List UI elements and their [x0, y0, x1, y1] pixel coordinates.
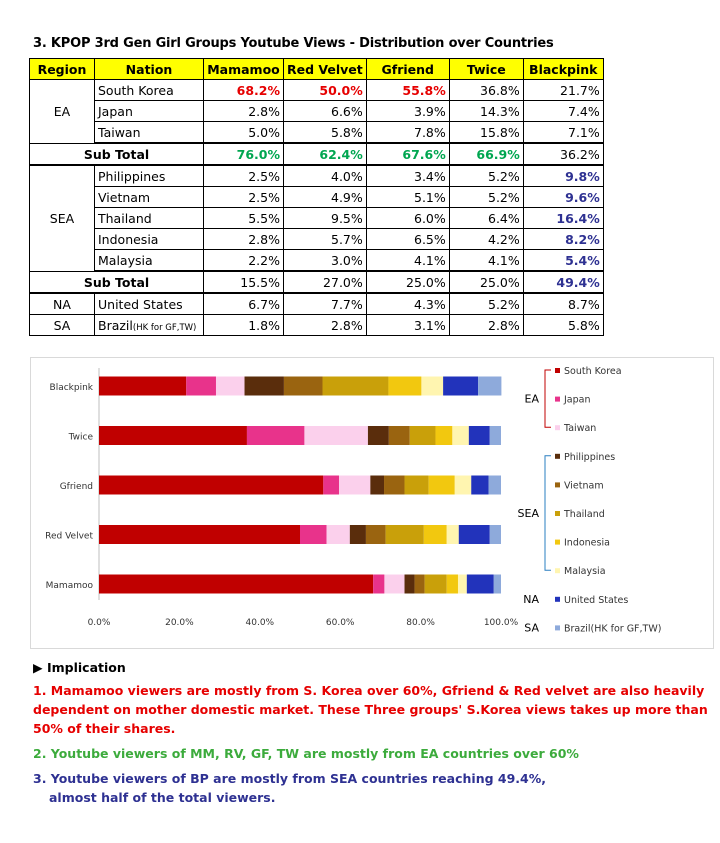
- value-cell: 1.8%: [204, 315, 284, 336]
- region-sea: SEA: [30, 165, 95, 271]
- value-cell: 36.8%: [449, 80, 523, 101]
- nation-cell: Philippines: [95, 165, 204, 187]
- x-tick-label: 40.0%: [245, 618, 275, 628]
- header-region: Region: [30, 59, 95, 80]
- legend-swatch: [555, 397, 560, 402]
- legend-item: Malaysia: [564, 566, 606, 578]
- bar-segment: [389, 426, 410, 445]
- value-cell: 9.5%: [284, 208, 367, 229]
- value-cell: 49.4%: [523, 271, 603, 293]
- value-cell: 4.2%: [449, 229, 523, 250]
- bar-segment: [370, 476, 384, 495]
- value-cell: 16.4%: [523, 208, 603, 229]
- value-cell: 21.7%: [523, 80, 603, 101]
- legend-item: Brazil(HK for GF,TW): [564, 623, 662, 635]
- implication-line-1: 1. Mamamoo viewers are mostly from S. Korea over 60%, Gfriend & Red velvet are also heavily dependent on mother domestic market. These Three groups' S.Korea views takes up more than 50% of their shares.: [33, 683, 708, 736]
- legend-item: Thailand: [564, 509, 605, 520]
- implication-line-3b: almost half of the total viewers.: [49, 790, 276, 805]
- value-cell: 27.0%: [284, 271, 367, 293]
- bar-segment: [425, 575, 447, 594]
- value-cell: 36.2%: [523, 143, 603, 165]
- value-cell: 5.5%: [204, 208, 284, 229]
- value-cell: 3.4%: [366, 165, 449, 187]
- value-cell: 67.6%: [366, 143, 449, 165]
- legend-swatch: [555, 597, 560, 602]
- chart-svg: [31, 358, 713, 648]
- subtotal-row-sea: [30, 271, 604, 293]
- category-label-gfriend: Gfriend: [59, 482, 93, 492]
- value-cell: 2.8%: [449, 315, 523, 336]
- bar-segment: [247, 426, 304, 445]
- bar-segment: [490, 426, 501, 445]
- table-row: [30, 293, 604, 315]
- bar-segment: [323, 377, 389, 396]
- value-cell: 76.0%: [204, 143, 284, 165]
- header-mamamoo: Mamamoo: [204, 59, 284, 80]
- bar-segment: [455, 476, 471, 495]
- bar-segment: [99, 525, 300, 544]
- legend-swatch: [555, 540, 560, 545]
- subtotal-label: Sub Total: [30, 271, 204, 293]
- value-cell: 5.4%: [523, 250, 603, 272]
- value-cell: 50.0%: [284, 80, 367, 101]
- value-cell: 25.0%: [366, 271, 449, 293]
- implication-line-3a: 3. Youtube viewers of BP are mostly from SEA countries reaching 49.4%,: [33, 771, 547, 786]
- legend-swatch: [555, 425, 560, 430]
- legend-group-label: EA: [524, 392, 539, 406]
- bar-segment: [373, 575, 384, 594]
- bar-segment: [99, 575, 373, 594]
- value-cell: 7.8%: [366, 122, 449, 144]
- legend-item: Indonesia: [564, 537, 610, 549]
- value-cell: 55.8%: [366, 80, 449, 101]
- table-row: [30, 187, 604, 208]
- value-cell: 15.5%: [204, 271, 284, 293]
- distribution-table: [29, 58, 604, 336]
- value-cell: 62.4%: [284, 143, 367, 165]
- value-cell: 3.1%: [366, 315, 449, 336]
- nation-cell: Indonesia: [95, 229, 204, 250]
- bar-segment: [405, 575, 415, 594]
- bar-segment: [467, 575, 494, 594]
- bar-segment: [415, 575, 425, 594]
- header-blackpink: Blackpink: [523, 59, 603, 80]
- legend-item: Taiwan: [564, 423, 597, 435]
- value-cell: 9.6%: [523, 187, 603, 208]
- value-cell: 2.5%: [204, 165, 284, 187]
- bar-segment: [421, 377, 443, 396]
- table-row: [30, 101, 604, 122]
- header-twice: Twice: [449, 59, 523, 80]
- legend-item: Vietnam: [564, 480, 604, 492]
- value-cell: 25.0%: [449, 271, 523, 293]
- implication-line-3: [33, 769, 713, 807]
- bar-segment: [459, 525, 490, 544]
- x-tick-label: 20.0%: [165, 618, 194, 628]
- legend-swatch: [555, 368, 560, 373]
- value-cell: 14.3%: [449, 101, 523, 122]
- value-cell: 5.2%: [449, 187, 523, 208]
- value-cell: 6.6%: [284, 101, 367, 122]
- x-tick-label: 100.0%: [483, 618, 519, 628]
- value-cell: 3.0%: [284, 250, 367, 272]
- legend-swatch: [555, 568, 560, 573]
- bar-segment: [350, 525, 366, 544]
- legend-bracket: [545, 456, 551, 570]
- implication-section: [33, 660, 713, 813]
- value-cell: 2.8%: [284, 315, 367, 336]
- bar-segment: [186, 377, 216, 396]
- bar-segment: [386, 525, 424, 544]
- value-cell: 3.9%: [366, 101, 449, 122]
- nation-cell: Malaysia: [95, 250, 204, 272]
- bar-segment: [469, 426, 490, 445]
- value-cell: 2.2%: [204, 250, 284, 272]
- legend-bracket: [545, 370, 551, 427]
- value-cell: 6.4%: [449, 208, 523, 229]
- nation-cell: Thailand: [95, 208, 204, 229]
- bar-segment: [435, 426, 452, 445]
- implication-line-2: 2. Youtube viewers of MM, RV, GF, TW are mostly from EA countries over 60%: [33, 746, 579, 761]
- value-cell: 68.2%: [204, 80, 284, 101]
- implication-heading: ▶ Implication: [33, 660, 126, 675]
- bar-segment: [366, 525, 386, 544]
- category-label-twice: Twice: [68, 432, 93, 443]
- subtotal-row-ea: [30, 143, 604, 165]
- value-cell: 5.7%: [284, 229, 367, 250]
- table-row: [30, 229, 604, 250]
- legend-swatch: [555, 482, 560, 487]
- value-cell: 4.3%: [366, 293, 449, 315]
- table-row: [30, 315, 604, 336]
- bar-segment: [304, 426, 368, 445]
- category-label-mamamoo: Mamamoo: [45, 581, 93, 591]
- value-cell: 5.1%: [366, 187, 449, 208]
- header-nation: Nation: [95, 59, 204, 80]
- value-cell: 5.2%: [449, 165, 523, 187]
- value-cell: 2.8%: [204, 101, 284, 122]
- table-header-row: [30, 59, 604, 80]
- bar-segment: [99, 476, 323, 495]
- brazil-note: (HK for GF,TW): [132, 322, 197, 333]
- table-row: [30, 122, 604, 144]
- legend-item: South Korea: [564, 366, 622, 377]
- value-cell: 2.8%: [204, 229, 284, 250]
- value-cell: 6.7%: [204, 293, 284, 315]
- legend-swatch: [555, 454, 560, 459]
- value-cell: 8.7%: [523, 293, 603, 315]
- stacked-bar-chart: [30, 357, 714, 649]
- value-cell: 4.9%: [284, 187, 367, 208]
- header-red-velvet: Red Velvet: [284, 59, 367, 80]
- value-cell: 15.8%: [449, 122, 523, 144]
- nation-cell: South Korea: [95, 80, 204, 101]
- subtotal-label: Sub Total: [30, 143, 204, 165]
- bar-segment: [99, 426, 247, 445]
- bar-segment: [447, 525, 459, 544]
- bar-segment: [284, 377, 323, 396]
- value-cell: 6.0%: [366, 208, 449, 229]
- bar-segment: [458, 575, 467, 594]
- nation-cell: Japan: [95, 101, 204, 122]
- page-title: 3. KPOP 3rd Gen Girl Groups Youtube Views - Distribution over Countries: [33, 36, 554, 51]
- value-cell: 7.7%: [284, 293, 367, 315]
- nation-cell: Vietnam: [95, 187, 204, 208]
- value-cell: 8.2%: [523, 229, 603, 250]
- bar-segment: [327, 525, 350, 544]
- bar-segment: [471, 476, 488, 495]
- value-cell: 4.1%: [449, 250, 523, 272]
- value-cell: 5.0%: [204, 122, 284, 144]
- nation-cell: United States: [95, 293, 204, 315]
- bar-segment: [384, 575, 404, 594]
- bar-segment: [388, 377, 421, 396]
- value-cell: 7.4%: [523, 101, 603, 122]
- x-tick-label: 0.0%: [87, 618, 111, 628]
- bar-segment: [429, 476, 455, 495]
- legend-item: Philippines: [564, 451, 616, 463]
- x-tick-label: 60.0%: [325, 618, 355, 628]
- legend-item: Japan: [564, 394, 591, 406]
- bar-segment: [424, 525, 447, 544]
- table-row: [30, 80, 604, 101]
- bar-segment: [99, 377, 186, 396]
- bar-segment: [339, 476, 370, 495]
- legend-item: United States: [564, 594, 629, 606]
- nation-cell: [95, 315, 204, 336]
- bar-segment: [384, 476, 405, 495]
- table-row: [30, 165, 604, 187]
- table-row: [30, 250, 604, 272]
- nation-cell: Taiwan: [95, 122, 204, 144]
- category-label-blackpink: Blackpink: [49, 383, 93, 393]
- value-cell: 7.1%: [523, 122, 603, 144]
- x-tick-label: 80.0%: [406, 618, 435, 628]
- table-row: [30, 208, 604, 229]
- bar-segment: [245, 377, 284, 396]
- value-cell: 6.5%: [366, 229, 449, 250]
- bar-segment: [447, 575, 458, 594]
- category-label-red-velvet: Red Velvet: [45, 531, 93, 542]
- value-cell: 4.0%: [284, 165, 367, 187]
- bar-segment: [494, 575, 501, 594]
- bar-segment: [489, 476, 501, 495]
- value-cell: 66.9%: [449, 143, 523, 165]
- region-sa: SA: [30, 315, 95, 336]
- region-ea: EA: [30, 80, 95, 144]
- legend-group-label: SA: [524, 621, 539, 635]
- bar-segment: [323, 476, 339, 495]
- value-cell: 9.8%: [523, 165, 603, 187]
- bar-segment: [410, 426, 436, 445]
- legend-swatch: [555, 511, 560, 516]
- bar-segment: [452, 426, 468, 445]
- value-cell: 5.8%: [523, 315, 603, 336]
- value-cell: 5.8%: [284, 122, 367, 144]
- value-cell: 5.2%: [449, 293, 523, 315]
- region-na: NA: [30, 293, 95, 315]
- bar-segment: [490, 525, 501, 544]
- legend-group-label: SEA: [517, 507, 539, 520]
- brazil-label: Brazil: [98, 317, 133, 333]
- bar-segment: [478, 377, 501, 396]
- bar-segment: [443, 377, 478, 396]
- legend-swatch: [555, 625, 560, 630]
- bar-segment: [368, 426, 389, 445]
- value-cell: 2.5%: [204, 187, 284, 208]
- value-cell: 4.1%: [366, 250, 449, 272]
- legend-group-label: NA: [523, 592, 539, 606]
- bar-segment: [405, 476, 429, 495]
- header-gfriend: Gfriend: [366, 59, 449, 80]
- bar-segment: [300, 525, 327, 544]
- bar-segment: [216, 377, 245, 396]
